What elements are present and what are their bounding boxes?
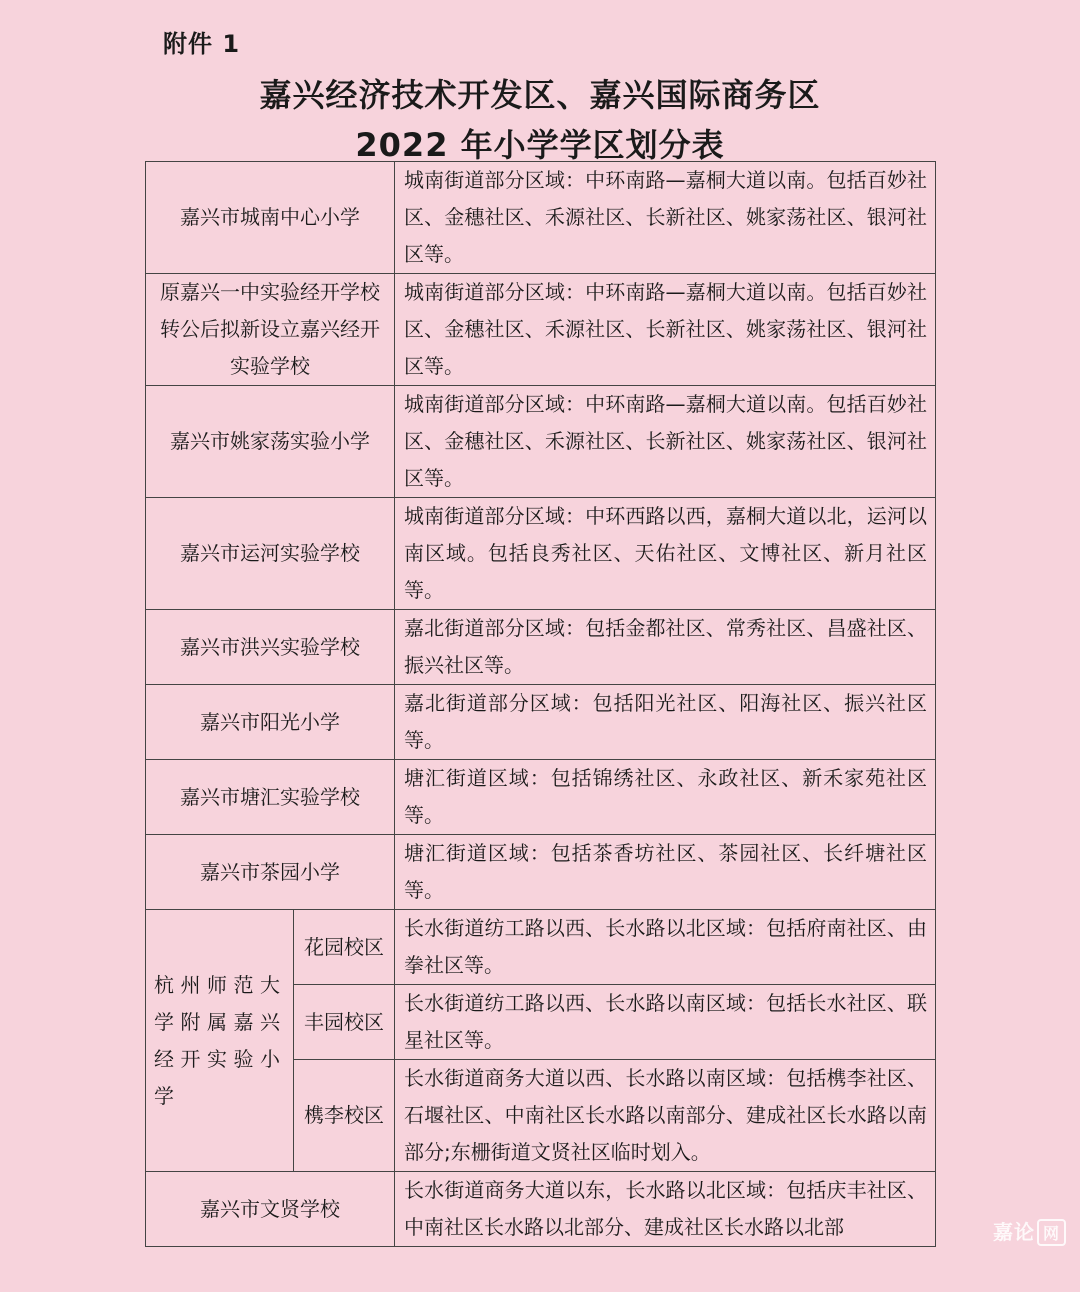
site-watermark: [993, 1216, 1066, 1246]
school-name: 嘉兴市阳光小学: [146, 685, 395, 760]
table-row: [146, 760, 936, 835]
annex-label: 附件 1: [163, 30, 241, 58]
district-region: 城南街道部分区域：中环西路以西，嘉桐大道以北，运河以南区域。包括良秀社区、天佑社区、文博社区、新月社区等。: [395, 498, 936, 610]
document-title-line1: 嘉兴经济技术开发区、嘉兴国际商务区: [259, 76, 821, 114]
campus-name: 丰园校区: [294, 985, 395, 1060]
table-row: [146, 498, 936, 610]
table-row: [146, 685, 936, 760]
district-region: 塘汇街道区域：包括锦绣社区、永政社区、新禾家苑社区等。: [395, 760, 936, 835]
school-name: 嘉兴市姚家荡实验小学: [146, 386, 395, 498]
district-region: 城南街道部分区域：中环南路—嘉桐大道以南。包括百妙社区、金穗社区、禾源社区、长新社区、姚家荡社区、银河社区等。: [395, 274, 936, 386]
district-region: 城南街道部分区域：中环南路—嘉桐大道以南。包括百妙社区、金穗社区、禾源社区、长新社区、姚家荡社区、银河社区等。: [395, 386, 936, 498]
table-row: [146, 386, 936, 498]
school-name: 嘉兴市塘汇实验学校: [146, 760, 395, 835]
district-region: 长水街道纺工路以西、长水路以北区域：包括府南社区、由拳社区等。: [395, 910, 936, 985]
school-name: 嘉兴市运河实验学校: [146, 498, 395, 610]
school-name: 原嘉兴一中实验经开学校转公后拟新设立嘉兴经开实验学校: [146, 274, 395, 386]
table-row: [146, 1172, 936, 1247]
table-row: [146, 910, 936, 985]
district-region: 长水街道纺工路以西、长水路以南区域：包括长水社区、联星社区等。: [395, 985, 936, 1060]
table-row: [146, 610, 936, 685]
document-title-line2: 2022 年小学学区划分表: [355, 126, 725, 164]
watermark-badge: 网: [1037, 1219, 1066, 1246]
table-row: [146, 162, 936, 274]
table-row: [146, 274, 936, 386]
school-district-table: [145, 161, 936, 1247]
watermark-text: 嘉论: [992, 1220, 1035, 1244]
school-name: 嘉兴市茶园小学: [146, 835, 395, 910]
district-region: 嘉北街道部分区域：包括金都社区、常秀社区、昌盛社区、振兴社区等。: [395, 610, 936, 685]
district-region: 城南街道部分区域：中环南路—嘉桐大道以南。包括百妙社区、金穗社区、禾源社区、长新社区、姚家荡社区、银河社区等。: [395, 162, 936, 274]
school-name: 嘉兴市文贤学校: [146, 1172, 395, 1247]
campus-name: 槜李校区: [294, 1060, 395, 1172]
table-row: [146, 835, 936, 910]
district-region: 长水街道商务大道以西、长水路以南区域：包括槜李社区、石堰社区、中南社区长水路以南部分、建成社区长水路以南部分;东栅街道文贤社区临时划入。: [395, 1060, 936, 1172]
campus-name: 花园校区: [294, 910, 395, 985]
district-region: 嘉北街道部分区域：包括阳光社区、阳海社区、振兴社区等。: [395, 685, 936, 760]
school-name: 嘉兴市洪兴实验学校: [146, 610, 395, 685]
district-region: 长水街道商务大道以东，长水路以北区域：包括庆丰社区、中南社区长水路以北部分、建成社区长水路以北部: [395, 1172, 936, 1247]
district-region: 塘汇街道区域：包括茶香坊社区、茶园社区、长纤塘社区等。: [395, 835, 936, 910]
school-name: 嘉兴市城南中心小学: [146, 162, 395, 274]
school-name-multi-campus: 杭州师范大学附属嘉兴经开实验小学: [146, 910, 294, 1172]
